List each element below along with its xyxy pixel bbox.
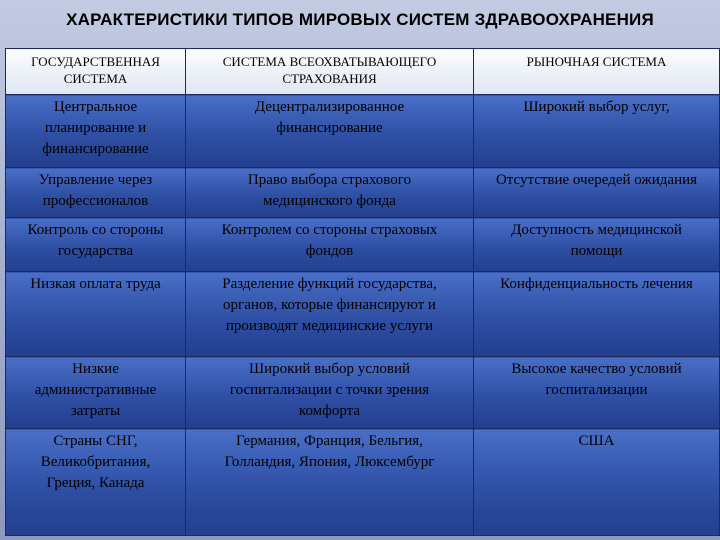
table-cell: Высокое качество условий госпитализации [474,357,720,429]
table-row [6,218,720,272]
table-cell: Разделение функций государства, органов, которые финансируют и производят медицинские услуги [186,272,474,357]
table-cell: Германия, Франция, Бельгия, Голландия, Япония, Люксембург [186,429,474,536]
table-cell: Право выбора страхового медицинского фонда [186,168,474,218]
table-cell: США [474,429,720,536]
table-row [6,272,720,357]
table-cell: Страны СНГ, Великобритания, Греция, Канада [6,429,186,536]
header-market-system: РЫНОЧНАЯ СИСТЕМА [474,49,720,95]
table-row [6,429,720,536]
table-header-row [6,49,720,95]
table-cell: Управление через профессионалов [6,168,186,218]
table-cell: Низкая оплата труда [6,272,186,357]
table-cell: Контроль со стороны государства [6,218,186,272]
header-state-system: ГОСУДАРСТВЕННАЯ СИСТЕМА [6,49,186,95]
table-cell: Низкие административные затраты [6,357,186,429]
table-row [6,95,720,168]
table-cell: Децентрализированное финансирование [186,95,474,168]
table-cell: Конфиденциальность лечения [474,272,720,357]
table-cell: Широкий выбор услуг, [474,95,720,168]
table-cell: Контролем со стороны страховых фондов [186,218,474,272]
table-cell: Центральное планирование и финансирование [6,95,186,168]
slide-title: ХАРАКТЕРИСТИКИ ТИПОВ МИРОВЫХ СИСТЕМ ЗДРАВООХРАНЕНИЯ [66,10,654,29]
table-row [6,168,720,218]
table-cell: Широкий выбор условий госпитализации с точки зрения комфорта [186,357,474,429]
health-systems-table [5,48,720,536]
table-cell: Доступность медицинской помощи [474,218,720,272]
table-cell: Отсутствие очередей ожидания [474,168,720,218]
header-insurance-system: СИСТЕМА ВСЕОХВАТЫВАЮЩЕГО СТРАХОВАНИЯ [186,49,474,95]
table-row [6,357,720,429]
